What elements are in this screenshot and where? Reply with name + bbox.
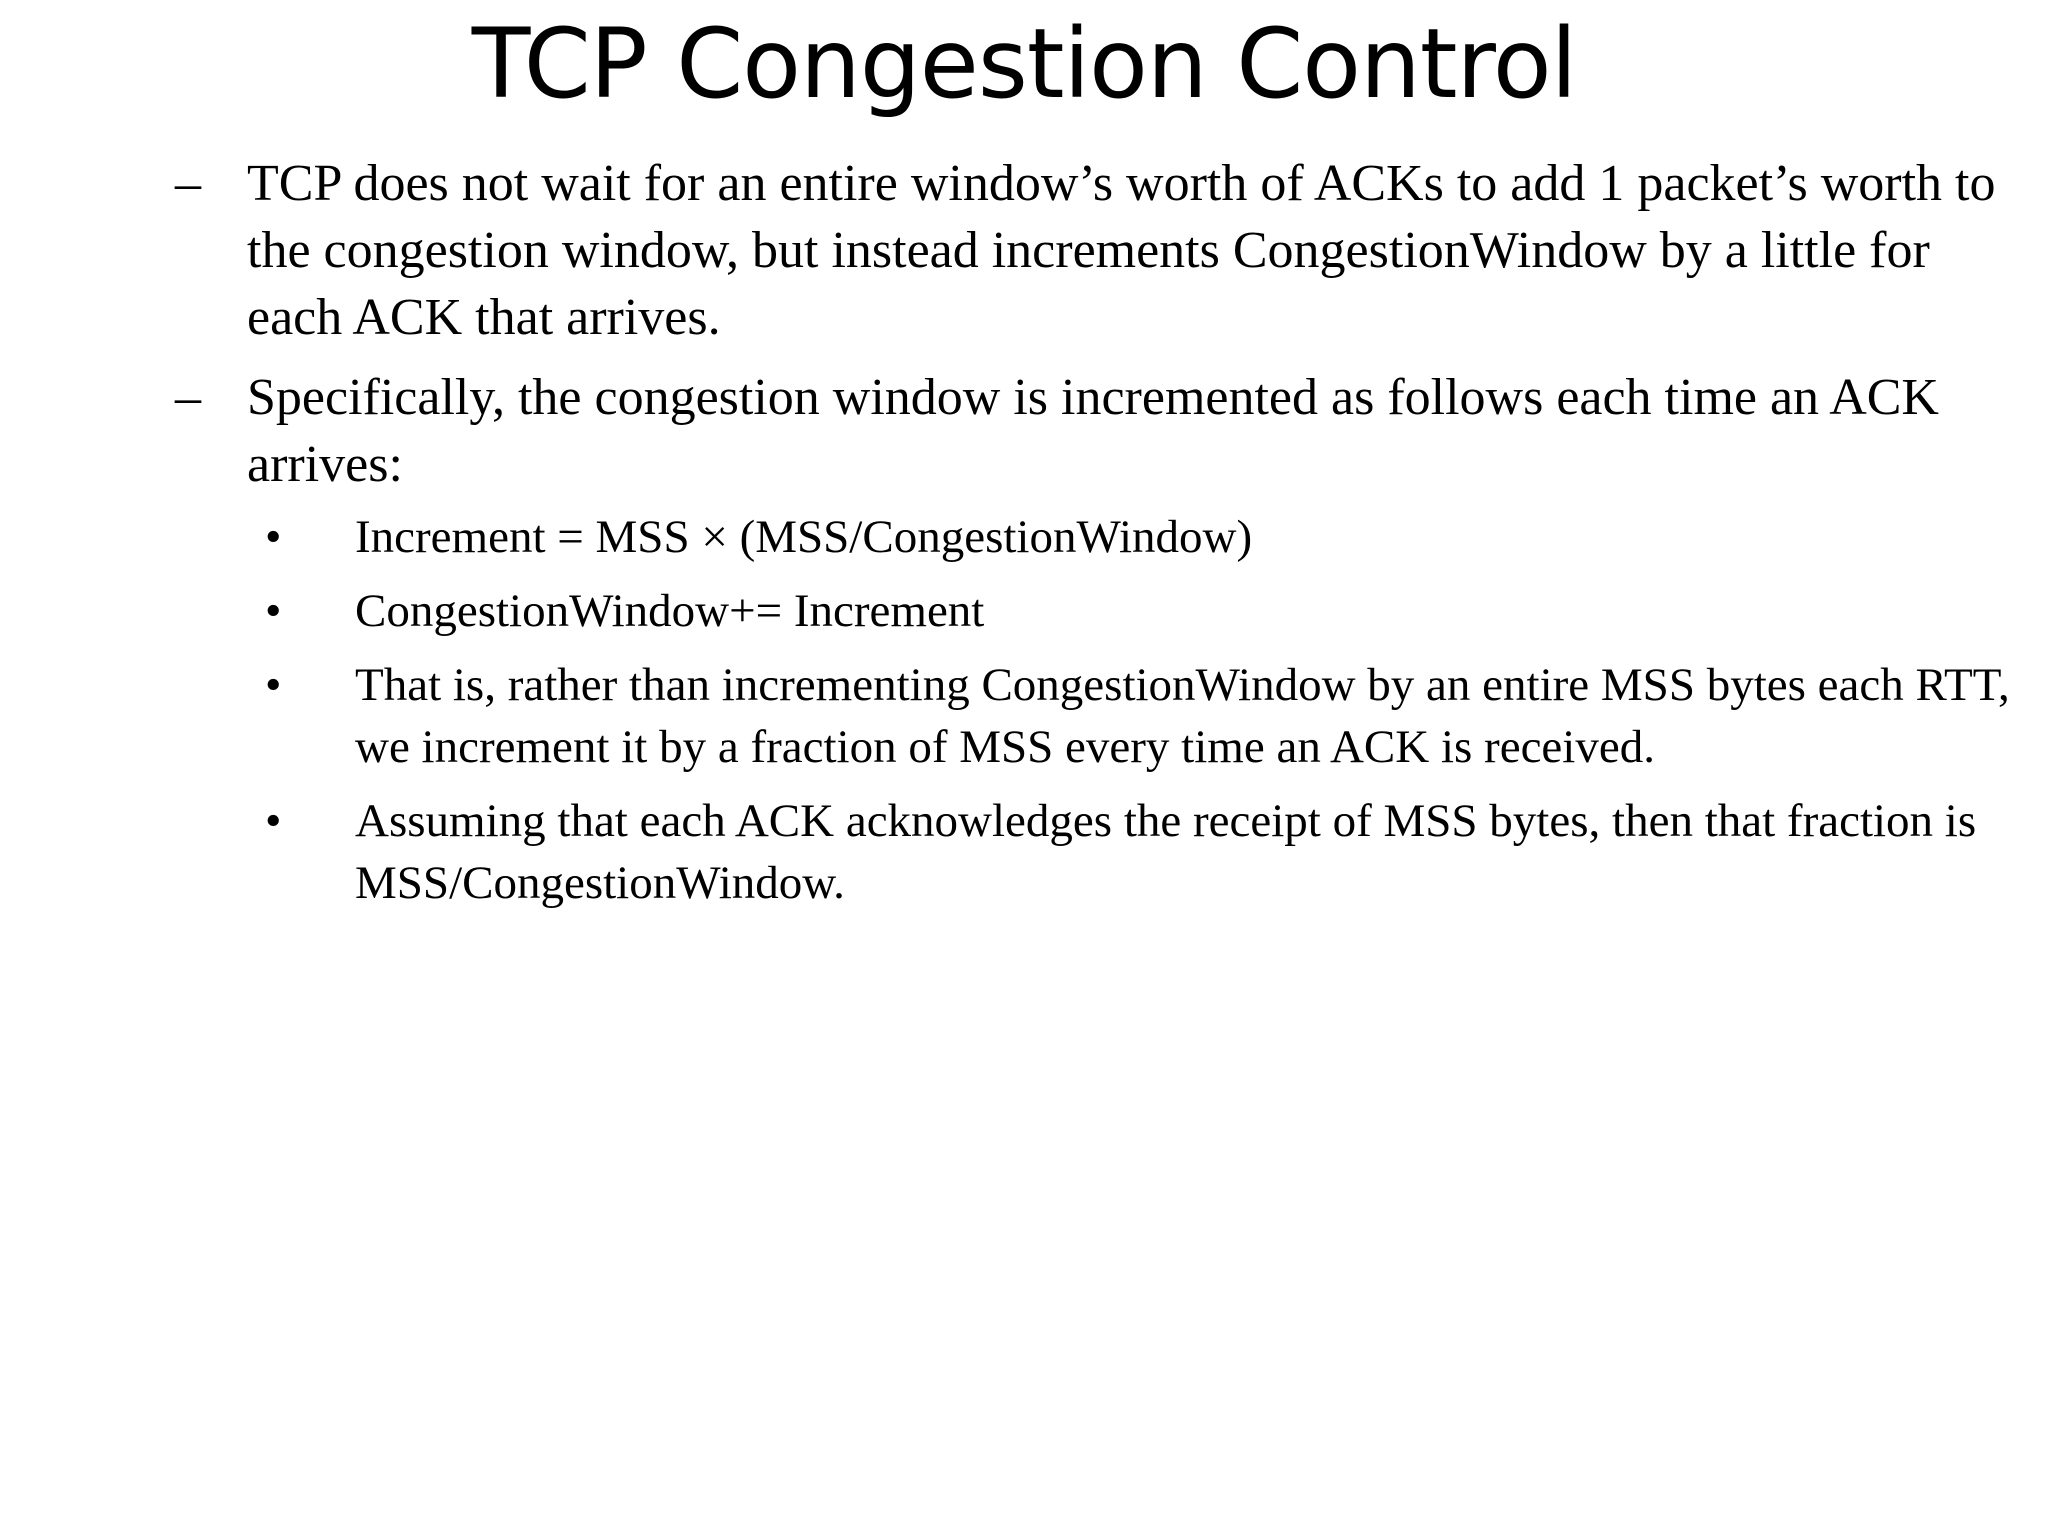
main-point [175, 364, 2015, 914]
dash-marker: – [175, 369, 201, 426]
main-point [175, 150, 2015, 351]
sub-point-text: Assuming that each ACK acknowledges the receipt of MSS bytes, then that fraction is MSS/CongestionWindow. [355, 795, 1977, 909]
bullet-marker: • [265, 585, 282, 637]
sub-point [265, 790, 2015, 914]
bullet-marker: • [265, 659, 282, 711]
slide-title: TCP Congestion Control [471, 8, 1577, 120]
sub-point-text: That is, rather than incrementing CongestionWindow by an entire MSS bytes each RTT, we increment it by a fraction of MSS every time an ACK is received. [355, 659, 2010, 773]
main-point-text: Specifically, the congestion window is incremented as follows each time an ACK arrives: [247, 369, 1939, 493]
main-points-list [175, 150, 2015, 914]
sub-points-list [175, 506, 2015, 914]
sub-point-text: Increment = MSS × (MSS/CongestionWindow) [355, 511, 1253, 563]
sub-point [265, 654, 2015, 778]
slide-content [175, 150, 2015, 927]
bullet-marker: • [265, 795, 282, 847]
dash-marker: – [175, 155, 201, 212]
sub-point-text: CongestionWindow+= Increment [355, 585, 985, 637]
sub-point [265, 506, 2015, 568]
sub-point [265, 580, 2015, 642]
bullet-marker: • [265, 511, 282, 563]
main-point-text: TCP does not wait for an entire window’s worth of ACKs to add 1 packet’s worth to the congestion window, but instead increments CongestionWindow by a little for each ACK that arrives. [247, 155, 1996, 346]
